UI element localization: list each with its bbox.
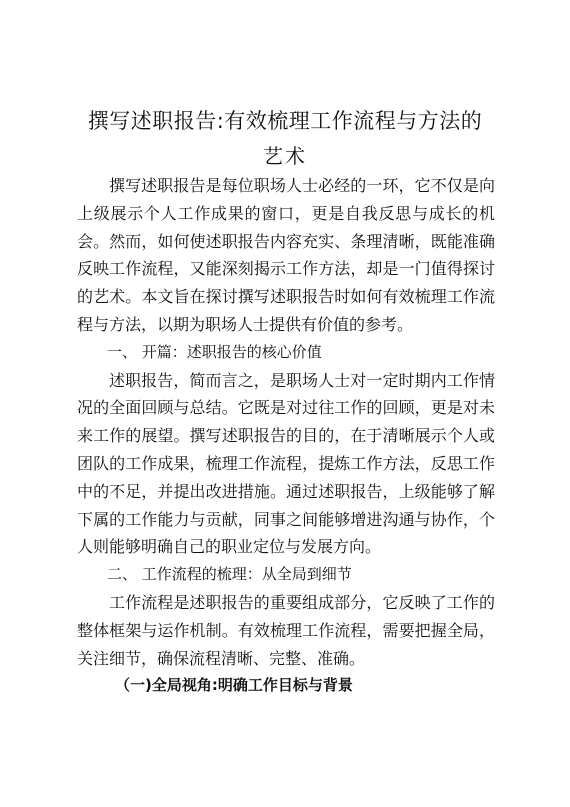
document-body: [77, 172, 495, 700]
subsection-1-heading: （一)全局视角:明确工作目标与背景: [115, 676, 353, 695]
document-title-line-2: 艺术: [263, 144, 307, 168]
section-2-heading: 二、 工作流程的梳理：从全局到细节: [107, 565, 352, 584]
intro-paragraph: 撰写述职报告是每位职场人士必经的一环，它不仅是向上级展示个人工作成果的窗口，更是自我反思与成长的机会。然而，如何使述职报告内容充实、条理清晰，既能准确反映工作流程，又能深刻揭示工作方法，却是一门值得探讨的艺术。本文旨在探讨撰写述职报告时如何有效梳理工作流程与方法，以期为职场人士提供有价值的参考。: [77, 176, 495, 334]
document-title-line-1: 撰写述职报告:有效梳理工作流程与方法的: [87, 109, 483, 133]
section-1-heading: 一、 开篇：述职报告的核心价值: [107, 342, 322, 361]
section-1-paragraph: 述职报告，简而言之，是职场人士对一定时期内工作情况的全面回顾与总结。它既是对过往工作的回顾，更是对未来工作的展望。撰写述职报告的目的，在于清晰展示个人或团队的工作成果，梳理工作流程，提炼工作方法，反思工作中的不足，并提出改进措施。通过述职报告，上级能够了解下属的工作能力与贡献，同事之间能够增进沟通与协作，个人则能够明确自己的职业定位与发展方向。: [77, 370, 495, 557]
section-2-paragraph: 工作流程是述职报告的重要组成部分，它反映了工作的整体框架与运作机制。有效梳理工作流程，需要把握全局，关注细节，确保流程清晰、完整、准确。: [77, 592, 495, 668]
